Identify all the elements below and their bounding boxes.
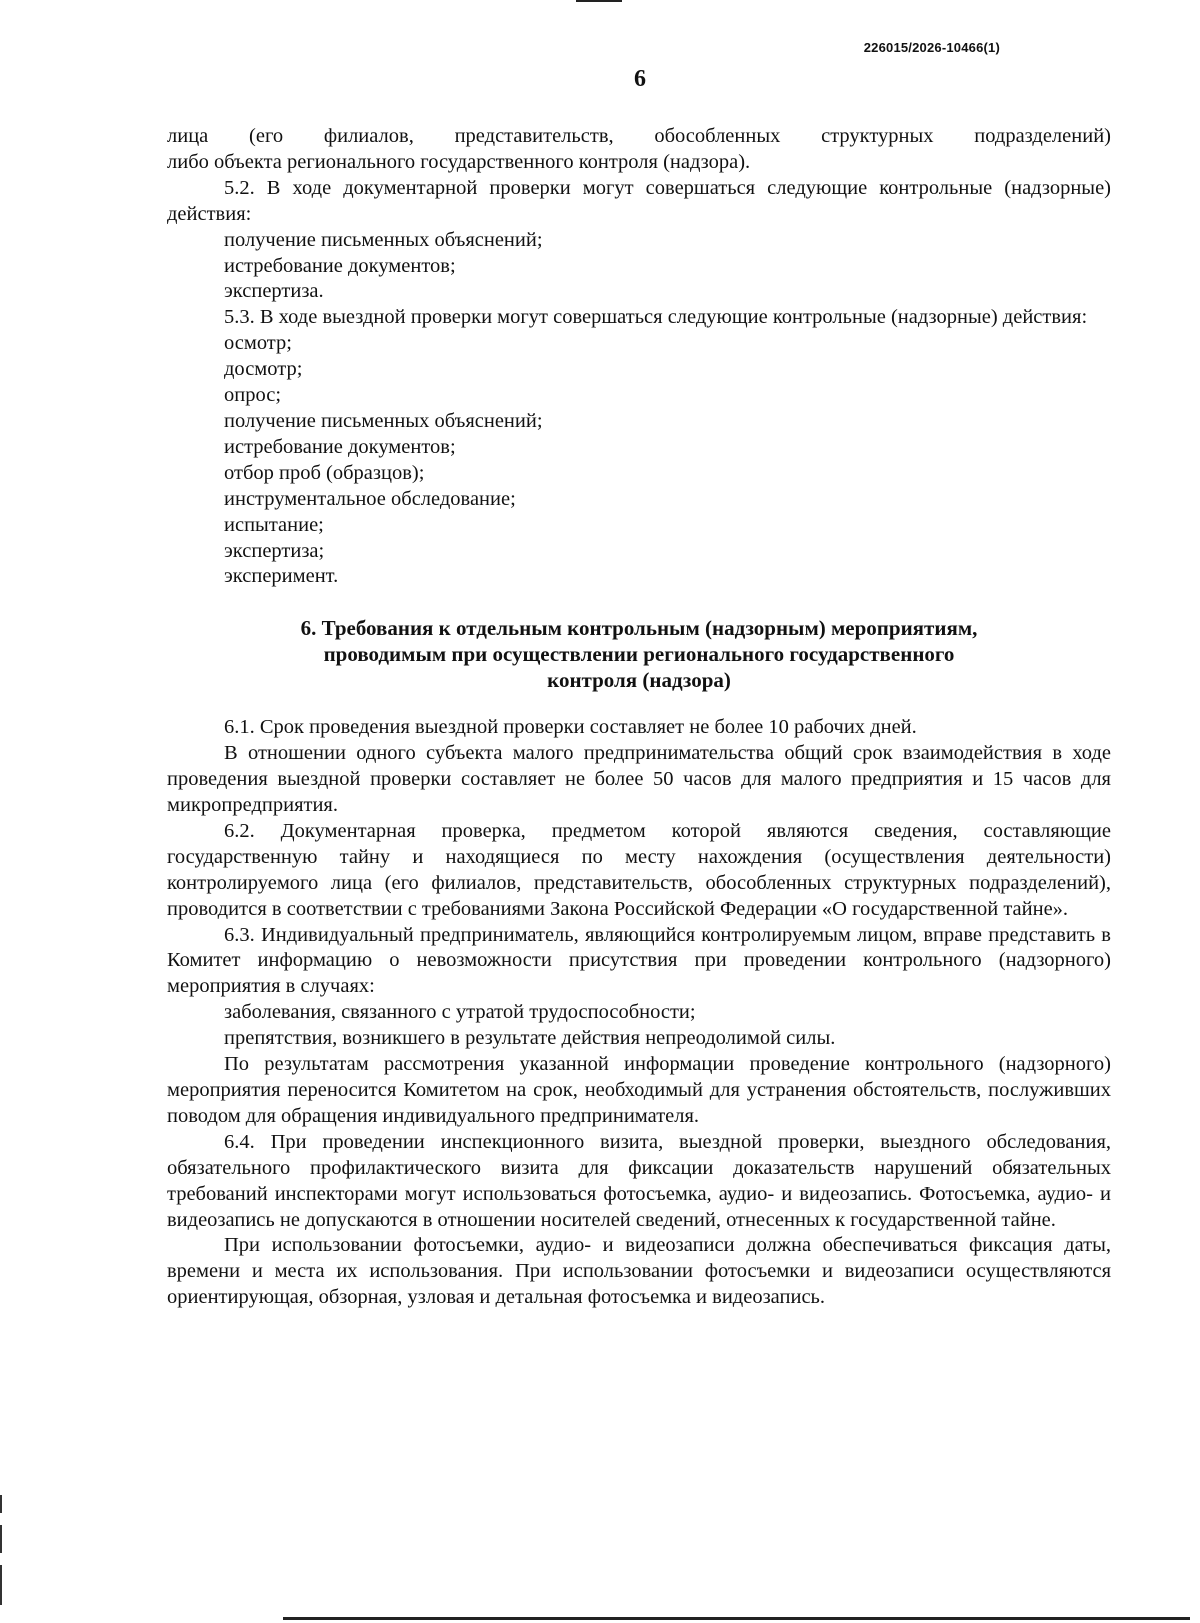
- heading-line: проводимым при осуществлении регионального государственного: [323, 642, 955, 667]
- list-item: заболевания, связанного с утратой трудоспособности;: [224, 1001, 696, 1024]
- paragraph-continuation-end: либо объекта регионального государственного контроля (надзора).: [167, 150, 751, 173]
- list-item: истребование документов;: [224, 254, 456, 277]
- top-scan-mark: [576, 0, 622, 2]
- paragraph-6-1-continued: В отношении одного субъекта малого предпринимательства общий срок взаимодействия в ходе проведения выездной проверки составляет не более 50 часов для малого предприятия и 15 часов для микропредприятия.: [167, 742, 1111, 817]
- bottom-scan-mark: [283, 1617, 1190, 1620]
- list-item: досмотр;: [224, 358, 303, 381]
- heading-line: контроля (надзора): [547, 668, 731, 693]
- paragraph-6-2: 6.2. Документарная проверка, предметом которой являются сведения, составляющие государственную тайну и находящиеся по месту нахождения (осуществления деятельности) контролируемого лица (его филиалов, представительств, обособленных структурных подразделений), проводится в соответствии с требованиями Закона Российской Федерации «О государственной тайне».: [167, 819, 1111, 920]
- page-number: 6: [634, 66, 646, 92]
- list-item: испытание;: [224, 513, 324, 536]
- paragraph-6-4-continued: При использовании фотосъемки, аудио- и видеозаписи должна обеспечиваться фиксация даты, времени и места их использования. При использовании фотосъемки и видеозаписи осуществляются ориентирующая, обзорная, узловая и детальная фотосъемка и видеозапись.: [167, 1234, 1111, 1309]
- heading-line: 6. Требования к отдельным контрольным (надзорным) мероприятиям,: [300, 616, 978, 641]
- scan-edge-mark: [0, 1565, 2, 1605]
- document-id: 226015/2026-10466(1): [863, 40, 1000, 55]
- list-item: получение письменных объяснений;: [224, 409, 543, 432]
- paragraph-5-2: 5.2. В ходе документарной проверки могут совершаться следующие контрольные (надзорные) действия:: [167, 176, 1111, 225]
- list-item: эксперимент.: [224, 565, 339, 588]
- scan-edge-mark: [0, 1495, 2, 1513]
- list-item: экспертиза.: [224, 280, 324, 303]
- paragraph-6-4: 6.4. При проведении инспекционного визита, выездной проверки, выездного обследования, обязательного профилактического визита для фиксации доказательств нарушений обязательных требований инспекторами могут использоваться фотосъемка, аудио- и видеозапись. Фотосъемка, аудио- и видеозапись не допускаются в отношении носителей сведений, отнесенных к государственной тайне.: [167, 1130, 1111, 1231]
- list-item: осмотр;: [224, 332, 292, 355]
- list-item: отбор проб (образцов);: [224, 461, 425, 484]
- list-item: истребование документов;: [224, 435, 456, 458]
- paragraph-6-3-continued: По результатам рассмотрения указанной информации проведение контрольного (надзорного) мероприятия переносится Комитетом на срок, необходимый для устранения обстоятельств, послуживших поводом для обращения индивидуального предпринимателя.: [167, 1053, 1111, 1127]
- list-item: опрос;: [224, 384, 282, 407]
- document-body: [167, 124, 1111, 1311]
- paragraph-continuation: лица (его филиалов, представительств, обособленных структурных подразделений): [167, 125, 1111, 147]
- paragraph-6-1: 6.1. Срок проведения выездной проверки составляет не более 10 рабочих дней.: [224, 716, 917, 739]
- section-6-heading: [167, 615, 1111, 693]
- scan-edge-mark: [0, 1525, 2, 1553]
- list-item: препятствия, возникшего в результате действия непреодолимой силы.: [224, 1027, 836, 1050]
- list-item: получение письменных объяснений;: [224, 228, 543, 251]
- list-item: инструментальное обследование;: [224, 487, 516, 510]
- paragraph-5-3: 5.3. В ходе выездной проверки могут совершаться следующие контрольные (надзорные) действия:: [224, 306, 1088, 329]
- list-item: экспертиза;: [224, 539, 325, 562]
- paragraph-6-3: 6.3. Индивидуальный предприниматель, являющийся контролируемым лицом, вправе представить в Комитет информацию о невозможности присутствия при проведении контрольного (надзорного) мероприятия в случаях:: [167, 923, 1111, 998]
